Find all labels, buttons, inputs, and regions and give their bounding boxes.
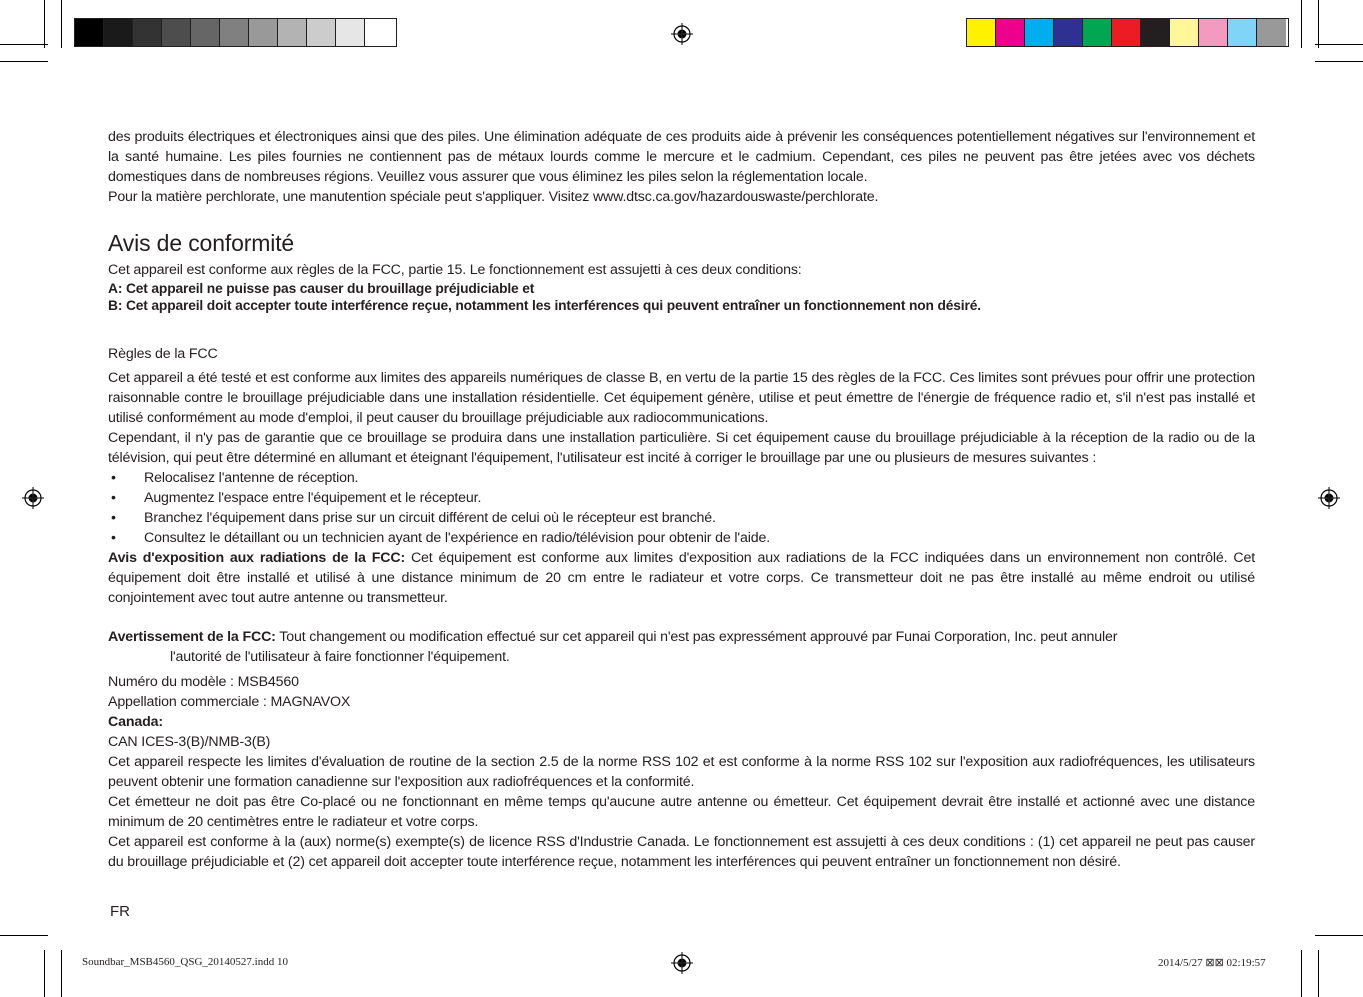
- perchlorate-paragraph: Pour la matière perchlorate, une manutention spéciale peut s'appliquer. Visitez www.dtsc.ca.gov/hazardouswaste/perchlorate.: [108, 189, 879, 205]
- color-swatch: [1054, 19, 1083, 46]
- gray-swatch: [104, 19, 133, 46]
- registration-mark-icon: [671, 952, 693, 974]
- gray-swatch: [75, 19, 104, 46]
- date-slug: 2014/5/27 ⊠⊠ 02:19:57: [1158, 957, 1266, 969]
- color-swatch: [967, 19, 996, 46]
- canada-paragraph-2: Cet émetteur ne doit pas être Co-placé ou ne fonctionnant en même temps qu'aucune autre antenne ou émetteur. Cet équipement devrait être installé et actionné avec une distance minimum de 20 centimètres entre le radiateur et votre corps.: [108, 794, 1255, 830]
- crop-mark: [0, 61, 48, 62]
- color-swatch: [1228, 19, 1257, 46]
- disposal-paragraph: des produits électriques et électroniques ainsi que des piles. Une élimination adéquate de ces produits aide à prévenir les conséquences potentiellement négatives sur l'environnement et la santé humaine. Les piles fournies ne contiennent pas de métaux lourds comme le mercure et le cadmium. Cependant, ces piles ne peuvent pas être jetées avec vos déchets domestiques dans de nombreuses régions. Veuillez vous assurer que vous éliminez les piles selon la réglementation locale.: [108, 129, 1255, 185]
- crop-mark: [61, 0, 62, 48]
- crop-mark: [1318, 0, 1319, 48]
- canada-ices: CAN ICES-3(B)/NMB-3(B): [108, 734, 271, 750]
- canada-heading: Canada:: [108, 714, 163, 730]
- crop-mark: [44, 0, 45, 48]
- fcc-exposure-label: Avis d'exposition aux radiations de la FCC:: [108, 550, 406, 566]
- list-item: • Consultez le détaillant ou un technicien ayant de l'expérience en radio/télévision pour obtenir de l'aide.: [111, 530, 771, 546]
- crop-mark: [1301, 0, 1302, 48]
- gray-swatch: [278, 19, 307, 46]
- canada-paragraph-3: Cet appareil est conforme à la (aux) norme(s) exempte(s) de licence RSS d'Industrie Canada. Le fonctionnement est assujetti à ces deux conditions : (1) cet appareil ne peut pas causer du brouillage préjudiciable et (2) cet appareil doit accepter toute interférence reçue, notamment les interférences qui peuvent entraîner un fonctionnement non désiré.: [108, 834, 1255, 870]
- crop-mark: [0, 935, 48, 936]
- gray-swatch: [133, 19, 162, 46]
- gray-swatch: [191, 19, 220, 46]
- gray-swatch: [220, 19, 249, 46]
- crop-mark: [1315, 44, 1363, 45]
- color-swatch: [1083, 19, 1112, 46]
- crop-mark: [1315, 935, 1363, 936]
- registration-mark-icon: [22, 487, 44, 509]
- interference-measures-list: [108, 468, 1255, 548]
- fcc-warning-paragraph: Avertissement de la FCC: Tout changement ou modification effectué sur cet appareil qui n'est pas expressément approuvé par Funai Corporation, Inc. peut annuler: [108, 629, 1118, 645]
- fcc-rules-paragraph-2: Cependant, il n'y pas de garantie que ce brouillage se produira dans une installation particulière. Si cet équipement cause du brouillage préjudiciable à la réception de la radio ou de la télévision, qui peut être déterminé en allumant et éteignant l'équipement, l'utilisateur est incité à corriger le brouillage par une ou plusieurs de mesures suivantes :: [108, 430, 1255, 466]
- color-swatch: [996, 19, 1025, 46]
- crop-mark: [1318, 950, 1319, 997]
- crop-mark: [1315, 61, 1363, 62]
- grayscale-color-bar: [74, 18, 397, 47]
- color-swatch: [1025, 19, 1054, 46]
- crop-mark: [0, 44, 48, 45]
- color-swatch: [1170, 19, 1199, 46]
- list-item: • Augmentez l'espace entre l'équipement et le récepteur.: [111, 490, 482, 506]
- condition-b: B: Cet appareil doit accepter toute interférence reçue, notamment les interférences qui peuvent entraîner un fonctionnement non désiré.: [108, 298, 981, 313]
- list-item: • Relocalisez l'antenne de réception.: [111, 470, 359, 486]
- list-item: • Branchez l'équipement dans prise sur un circuit différent de celui où le récepteur est branché.: [111, 510, 716, 526]
- fcc-rules-paragraph-1: Cet appareil a été testé et est conforme aux limites des appareils numériques de classe B, en vertu de la partie 15 des règles de la FCC. Ces limites sont prévues pour offrir une protection raisonnable contre le brouillage préjudiciable dans une installation résidentielle. Cet équipement génère, utilise et peut émettre de l'énergie de fréquence radio et, s'il n'est pas installé et utilisé conformément au mode d'emploi, il peut causer du brouillage préjudiciable aux radiocommunications.: [108, 370, 1255, 426]
- condition-a: A: Cet appareil ne puisse pas causer du brouillage préjudiciable et: [108, 281, 535, 296]
- color-swatch: [1257, 19, 1286, 46]
- model-number: Numéro du modèle : MSB4560: [108, 674, 299, 690]
- fcc-warning-continuation: l'autorité de l'utilisateur à faire fonctionner l'équipement.: [170, 649, 510, 665]
- file-slug: Soundbar_MSB4560_QSG_20140527.indd 10: [82, 956, 288, 968]
- registration-mark-icon: [1318, 487, 1340, 509]
- crop-mark: [61, 950, 62, 997]
- crop-mark: [1301, 950, 1302, 997]
- gray-swatch: [336, 19, 365, 46]
- registration-mark-icon: [671, 23, 693, 45]
- fcc-exposure-paragraph: Avis d'exposition aux radiations de la FCC: Cet équipement est conforme aux limites d'exposition aux radiations de la FCC indiquées dans un environnement non contrôlé. Cet équipement doit être installé et utilisé à une distance minimum de 20 cm entre le radiateur et votre corps. Ce transmetteur doit ne pas être installé au même endroit ou utilisé conjointement avec tout autre antenne ou transmetteur.: [108, 550, 1255, 606]
- color-swatch: [1199, 19, 1228, 46]
- gray-swatch: [162, 19, 191, 46]
- conformity-intro: Cet appareil est conforme aux règles de la FCC, partie 15. Le fonctionnement est assujetti à ces deux conditions:: [108, 262, 802, 278]
- color-swatch: [1112, 19, 1141, 46]
- crop-mark: [44, 950, 45, 997]
- gray-swatch: [365, 19, 394, 46]
- fcc-rules-heading: Règles de la FCC: [108, 346, 218, 362]
- language-code: FR: [110, 903, 130, 920]
- trade-name: Appellation commerciale : MAGNAVOX: [108, 694, 351, 710]
- gray-swatch: [307, 19, 336, 46]
- manual-page-content: [108, 127, 1255, 872]
- canada-paragraph-1: Cet appareil respecte les limites d'évaluation de routine de la section 2.5 de la norme RSS 102 et est conforme à la norme RSS 102 sur l'exposition aux radiofréquences, les utilisateurs peuvent obtenir une formation canadienne sur l'exposition aux radiofréquences et la conformité.: [108, 754, 1255, 790]
- color-swatch: [1141, 19, 1170, 46]
- conformity-heading: Avis de conformité: [108, 230, 295, 256]
- process-color-bar: [966, 18, 1289, 47]
- gray-swatch: [249, 19, 278, 46]
- fcc-warning-label: Avertissement de la FCC:: [108, 629, 276, 645]
